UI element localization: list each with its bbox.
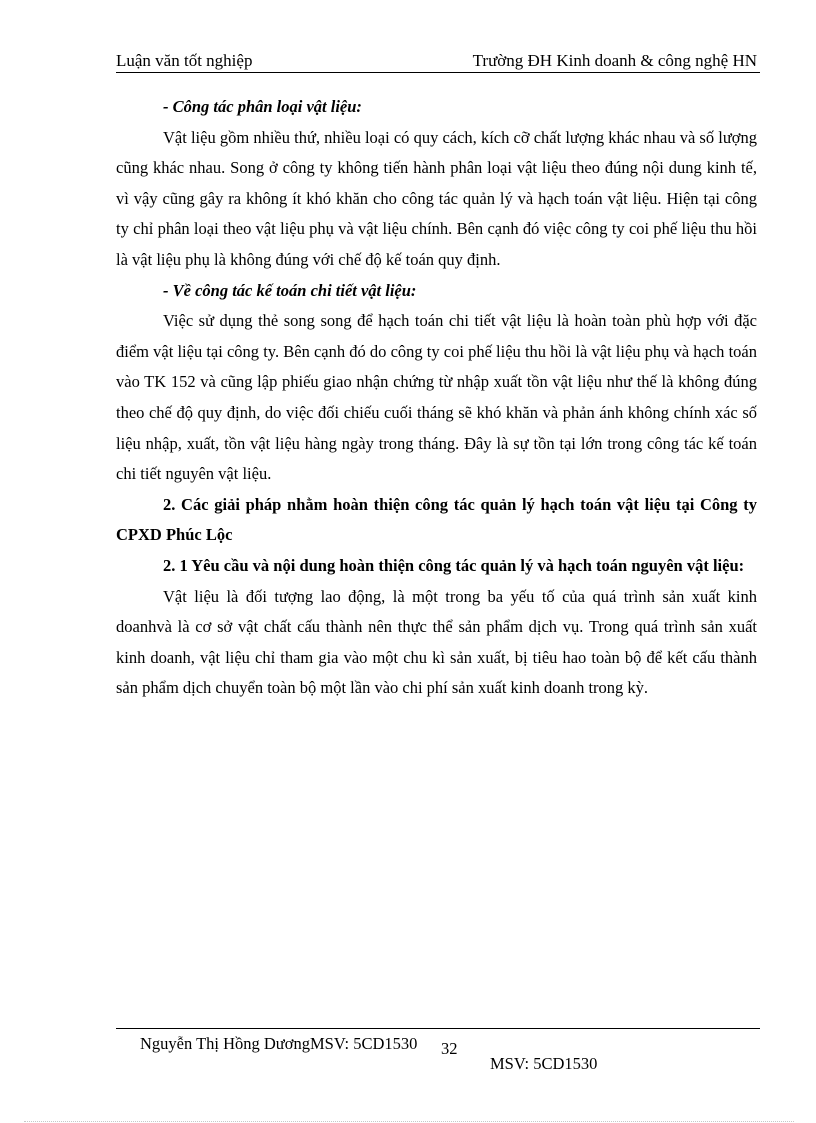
document-body: [116, 92, 757, 704]
footer-author: Nguyễn Thị Hồng DươngMSV: 5CD1530: [140, 1034, 418, 1053]
footer-divider: [116, 1028, 760, 1029]
page-bottom-border: [24, 1121, 794, 1122]
section-heading-requirements: 2. 1 Yêu cầu và nội dung hoàn thiện công tác quản lý và hạch toán nguyên vật liệu:: [163, 555, 745, 575]
section-heading-material-classification: - Công tác phân loại vật liệu:: [163, 97, 362, 116]
footer-student-id: MSV: 5CD1530: [490, 1054, 598, 1073]
page-number: 32: [441, 1039, 458, 1058]
page-header: [116, 50, 760, 73]
paragraph-requirements: Vật liệu là đối tượng lao động, là một trong ba yếu tố của quá trình sản xuất kinh doanhvà là cơ sở vật chất cấu thành nên thực thể sản phẩm dịch vụ. Trong quá trình sản xuất kinh doanh, vật liệu chỉ tham gia vào một chu kì sản xuất, bị tiêu hao toàn bộ để kết cấu thành sản phẩm dịch chuyển toàn bộ một lần vào chi phí sản xuất kinh doanh trong kỳ.: [116, 586, 757, 698]
section-heading-detailed-accounting: - Về công tác kế toán chi tiết vật liệu:: [163, 280, 417, 300]
paragraph-material-classification: Vật liệu gồm nhiều thứ, nhiều loại có quy cách, kích cỡ chất lượng khác nhau và số lượng cũng khác nhau. Song ở công ty không tiến hành phân loại vật liệu theo đúng nội dung kinh tế, vì vậy cũng gây ra không ít khó khăn cho công tác quản lý và hạch toán vật liệu. Hiện tại công ty chỉ phân loại theo vật liệu phụ và vật liệu chính. Bên cạnh đó việc công ty coi phế liệu thu hồi là vật liệu phụ là không đúng với chế độ kế toán quy định.: [116, 127, 757, 269]
section-heading-solutions: 2. Các giải pháp nhằm hoàn thiện công tác quản lý hạch toán vật liệu tại Công ty CPXD Phúc Lộc: [116, 494, 757, 545]
paragraph-detailed-accounting: Việc sử dụng thẻ song song để hạch toán chi tiết vật liệu là hoàn toàn phù hợp với đặc điểm vật liệu tại công ty. Bên cạnh đó do công ty coi phế liệu thu hồi là vật liệu phụ và hạch toán vào TK 152 và cũng lập phiếu giao nhận chứng từ nhập xuất tồn vật liệu như thế là không đúng theo chế độ quy định, do việc đối chiếu cuối tháng sẽ khó khăn và phản ánh không chính xác số liệu nhập, xuất, tồn vật liệu hàng ngày trong tháng. Đây là sự tồn tại lớn trong công tác kế toán chi tiết nguyên vật liệu.: [116, 311, 757, 484]
header-thesis-label: Luận văn tốt nghiệp: [116, 51, 253, 70]
header-university-label: Trường ĐH Kinh doanh & công nghệ HN: [472, 51, 757, 70]
